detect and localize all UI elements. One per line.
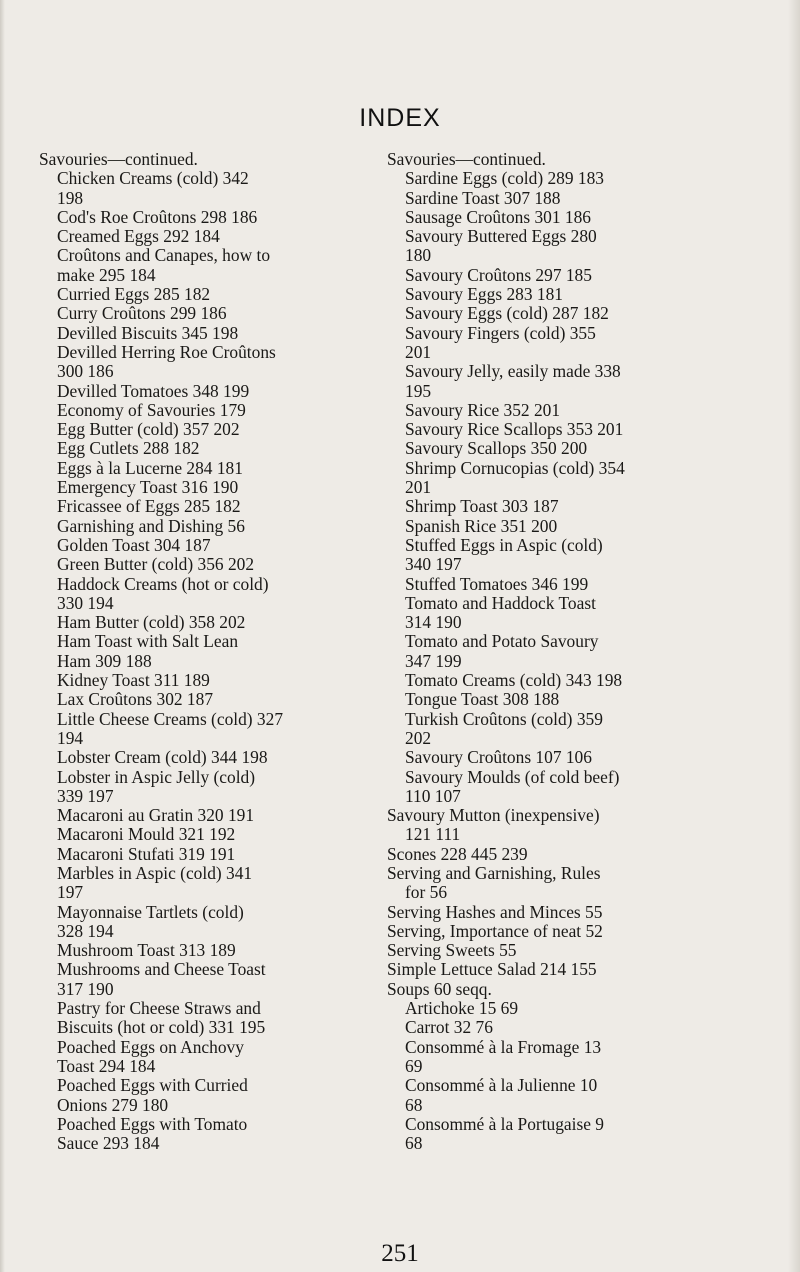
index-entry: Stuffed Eggs in Aspic (cold) [405, 534, 603, 555]
index-entry-continuation: for 56 [405, 882, 448, 903]
index-entry: Savoury Buttered Eggs 280 [405, 226, 597, 247]
index-entry: Soups 60 seqq. [387, 978, 492, 999]
index-entry: Pastry for Cheese Straws and [57, 998, 261, 1019]
index-entry-continuation: 300 186 [57, 361, 114, 382]
index-entry: Eggs à la Lucerne 284 181 [57, 457, 243, 478]
index-entry: Savoury Mutton (inexpensive) [387, 805, 600, 826]
index-entry: Lobster Cream (cold) 344 198 [57, 747, 268, 768]
index-entry: Savoury Fingers (cold) 355 [405, 322, 596, 343]
index-entry-continuation: 330 194 [57, 592, 114, 613]
index-entry: Sausage Croûtons 301 186 [405, 206, 591, 227]
index-entry: Stuffed Tomatoes 346 199 [405, 573, 589, 594]
index-subentry-continuation: 68 [405, 1094, 423, 1115]
index-subentry: Consommé à la Julienne 10 [405, 1075, 598, 1096]
page-number: 251 [381, 1240, 419, 1267]
index-entry: Ham Butter (cold) 358 202 [57, 612, 246, 633]
index-entry: Scones 228 445 239 [387, 843, 528, 864]
index-entry: Tomato and Haddock Toast [405, 592, 596, 613]
index-entry: Haddock Creams (hot or cold) [57, 573, 269, 594]
index-entry: Serving and Garnishing, Rules [387, 862, 601, 883]
index-entry: Macaroni au Gratin 320 191 [57, 805, 255, 826]
index-entry: Savoury Moulds (of cold beef) [405, 766, 620, 787]
index-entry-continuation: 202 [405, 727, 432, 748]
index-entry: Savoury Croûtons 297 185 [405, 264, 592, 285]
index-entry: Egg Butter (cold) 357 202 [57, 419, 240, 440]
index-entry: Simple Lettuce Salad 214 155 [387, 959, 597, 980]
index-entry: Spanish Rice 351 200 [405, 515, 558, 536]
index-entry-continuation: 347 199 [405, 650, 462, 671]
page-shadow-right [788, 0, 800, 1272]
index-entry: Poached Eggs with Tomato [57, 1113, 248, 1134]
index-subentry: Artichoke 15 69 [405, 998, 519, 1019]
index-entry-continuation: Biscuits (hot or cold) 331 195 [57, 1017, 266, 1038]
index-entry: Mushroom Toast 313 189 [57, 940, 236, 961]
index-entry-continuation: 201 [405, 341, 432, 362]
index-entry: Sardine Toast 307 188 [405, 187, 561, 208]
index-subentry-continuation: 69 [405, 1055, 423, 1076]
index-entry-continuation: Sauce 293 184 [57, 1133, 160, 1154]
index-entry-continuation: 198 [57, 187, 84, 208]
index-entry: Curry Croûtons 299 186 [57, 303, 227, 324]
index-subentry: Consommé à la Fromage 13 [405, 1036, 602, 1057]
index-entry-continuation: 180 [405, 245, 432, 266]
index-entry: Tomato Creams (cold) 343 198 [405, 670, 623, 691]
index-entry: Savoury Eggs (cold) 287 182 [405, 303, 609, 324]
index-entry: Economy of Savouries 179 [57, 399, 246, 420]
index-entry-continuation: 110 107 [405, 785, 461, 806]
index-entry: Croûtons and Canapes, how to [57, 245, 271, 266]
index-entry: Emergency Toast 316 190 [57, 477, 239, 498]
index-entry: Garnishing and Dishing 56 [57, 515, 245, 536]
index-entry: Sardine Eggs (cold) 289 183 [405, 168, 604, 189]
index-entry-continuation: 197 [57, 882, 84, 903]
index-entry: Shrimp Toast 303 187 [405, 496, 559, 517]
index-entry-continuation: 195 [405, 380, 432, 401]
index-entry: Savoury Scallops 350 200 [405, 438, 588, 459]
index-entry-continuation: 201 [405, 477, 432, 498]
index-entry: Savoury Eggs 283 181 [405, 284, 563, 305]
index-column-left [39, 150, 369, 1153]
page-shadow-left [0, 0, 5, 1272]
index-entry: Macaroni Stufati 319 191 [57, 843, 236, 864]
index-entry: Savoury Jelly, easily made 338 [405, 361, 621, 382]
index-entry: Golden Toast 304 187 [57, 534, 211, 555]
index-entry: Devilled Biscuits 345 198 [57, 322, 239, 343]
index-entry: Savoury Rice Scallops 353 201 [405, 419, 624, 440]
index-entry: Devilled Tomatoes 348 199 [57, 380, 250, 401]
index-entry: Serving Sweets 55 [387, 940, 517, 961]
index-entry-continuation: Toast 294 184 [57, 1055, 156, 1076]
index-entry: Lax Croûtons 302 187 [57, 689, 214, 710]
index-entry-continuation: make 295 184 [57, 264, 156, 285]
index-entry: Curried Eggs 285 182 [57, 284, 211, 305]
index-entry-continuation: Ham 309 188 [57, 650, 152, 671]
index-entry: Tomato and Potato Savoury [405, 631, 599, 652]
index-subentry: Carrot 32 76 [405, 1017, 493, 1038]
index-entry: Serving, Importance of neat 52 [387, 920, 603, 941]
index-entry: Little Cheese Creams (cold) 327 [57, 708, 284, 729]
index-entry: Fricassee of Eggs 285 182 [57, 496, 241, 517]
section-heading: Savouries—continued. [39, 149, 198, 169]
index-entry-continuation: 317 190 [57, 978, 114, 999]
index-entry-continuation: Onions 279 180 [57, 1094, 169, 1115]
index-entry: Tongue Toast 308 188 [405, 689, 560, 710]
index-entry: Turkish Croûtons (cold) 359 [405, 708, 603, 729]
index-entry: Cod's Roe Croûtons 298 186 [57, 206, 258, 227]
index-entry: Savoury Rice 352 201 [405, 399, 561, 420]
section-heading: Savouries—continued. [387, 149, 546, 169]
index-entry: Mushrooms and Cheese Toast [57, 959, 266, 980]
index-entry: Poached Eggs with Curried [57, 1075, 248, 1096]
index-entry-continuation: 328 194 [57, 920, 114, 941]
index-entry: Lobster in Aspic Jelly (cold) [57, 766, 256, 787]
index-entry: Savoury Croûtons 107 106 [405, 747, 592, 768]
index-entry-continuation: 194 [57, 727, 84, 748]
index-entry: Macaroni Mould 321 192 [57, 824, 236, 845]
index-entry: Kidney Toast 311 189 [57, 670, 210, 691]
index-entry: Green Butter (cold) 356 202 [57, 554, 255, 575]
index-column-right [387, 150, 757, 1153]
index-subentry-continuation: 68 [405, 1133, 423, 1154]
index-entry: Chicken Creams (cold) 342 [57, 168, 249, 189]
index-entry: Serving Hashes and Minces 55 [387, 901, 603, 922]
index-entry: Poached Eggs on Anchovy [57, 1036, 244, 1057]
index-entry-continuation: 339 197 [57, 785, 114, 806]
index-entry-continuation: 121 111 [405, 824, 461, 845]
index-subentry: Consommé à la Portugaise 9 [405, 1113, 604, 1134]
index-entry: Creamed Eggs 292 184 [57, 226, 220, 247]
index-entry-continuation: 314 190 [405, 612, 462, 633]
index-entry: Marbles in Aspic (cold) 341 [57, 862, 253, 883]
index-entry-continuation: 340 197 [405, 554, 462, 575]
index-entry: Mayonnaise Tartlets (cold) [57, 901, 244, 922]
index-entry: Shrimp Cornucopias (cold) 354 [405, 457, 625, 478]
page-title: INDEX [359, 104, 441, 132]
index-entry: Devilled Herring Roe Croûtons [57, 341, 276, 362]
index-entry: Egg Cutlets 288 182 [57, 438, 200, 459]
index-entry: Ham Toast with Salt Lean [57, 631, 239, 652]
